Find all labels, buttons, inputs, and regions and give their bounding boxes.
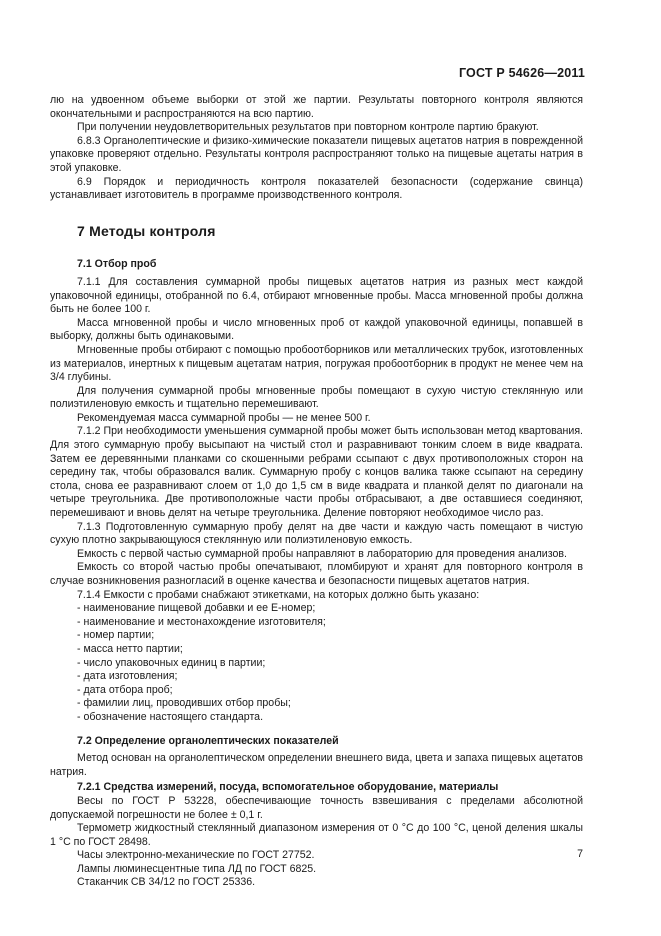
paragraph: Емкость со второй частью пробы опечатывают, пломбируют и хранят для повторного контроля в случае возникновения разногласий в оценке качества и безопасности пищевых ацетатов натрия. — [50, 561, 583, 587]
section-heading: 7 Методы контроля — [77, 222, 216, 239]
paragraph: лю на удвоенном объеме выборки от этой же партии. Результаты повторного контроля являются окончательными и распространяются на всю партию. — [50, 94, 583, 120]
list-item: - масса нетто партии; — [77, 642, 183, 655]
paragraph: 7.1.2 При необходимости уменьшения суммарной пробы может быть использован метод квартования. Для этого суммарную пробу высыпают на чистый стол и разравнивают тонким слоем в виде квадрата. Затем ее деревянными планками со скошенными ребрами ссыпают с двух противоположных сторон на середину так, чтобы образовался валик. Суммарную пробу с концов валика также ссыпают на середину стола, снова ее разравнивают слоем от 1,0 до 1,5 см в виде квадрата и планкой делят по диагонали на четыре треугольника. Две противоположные части пробы отбрасывают, а две оставшиеся соединяют, перемешивают и вновь делят на четыре треугольника. Деление повторяют необходимое число раз. — [50, 425, 583, 520]
document-header: ГОСТ Р 54626—2011 — [458, 66, 585, 80]
subsubsection-heading: 7.2.1 Средства измерений, посуда, вспомогательное оборудование, материалы — [77, 781, 499, 794]
paragraph: Часы электронно-механические по ГОСТ 27752. — [77, 849, 315, 862]
paragraph: Весы по ГОСТ Р 53228, обеспечивающие точность взвешивания с пределами абсолютной допускаемой погрешности не более ± 0,1 г. — [50, 794, 583, 821]
list-item: - дата изготовления; — [77, 670, 178, 683]
list-item: - номер партии; — [77, 629, 155, 642]
paragraph: Рекомендуемая масса суммарной пробы — не менее 500 г. — [77, 411, 371, 424]
list-item: - наименование и местонахождение изготовителя; — [77, 615, 326, 628]
paragraph: 6.8.3 Органолептические и физико-химические показатели пищевых ацетатов натрия в поврежденной упаковке проверяют отдельно. Результаты контроля распространяют только на пищевые ацетаты натрия в этой упаковке. — [50, 134, 583, 174]
list-item: - фамилии лиц, проводивших отбор пробы; — [77, 697, 291, 710]
paragraph: 7.1.4 Емкости с пробами снабжают этикетками, на которых должно быть указано: — [77, 588, 480, 601]
paragraph: При получении неудовлетворительных результатов при повторном контроле партию бракуют. — [77, 121, 539, 134]
paragraph: Мгновенные пробы отбирают с помощью пробоотборников или металлических трубок, изготовленных из материалов, инертных к пищевым ацетатам натрия, погружая пробоотборник в продукт не менее чем на 3/4 глубины. — [50, 343, 583, 384]
list-item: - число упаковочных единиц в партии; — [77, 656, 266, 669]
paragraph: Емкость с первой частью суммарной пробы направляют в лабораторию для проведения анализов. — [77, 547, 567, 560]
paragraph: 7.1.1 Для составления суммарной пробы пищевых ацетатов натрия из разных мест каждой упаковочной единицы, отобранной по 6.4, отбирают мгновенные пробы. Масса мгновенной пробы должна быть не более 100 г. — [50, 275, 583, 316]
label-requirements-list — [50, 602, 583, 724]
paragraph: Термометр жидкостный стеклянный диапазоном измерения от 0 °С до 100 °С, ценой деления шкалы 1 °С по ГОСТ 28498. — [50, 822, 583, 848]
paragraph: 7.1.3 Подготовленную суммарную пробу делят на две части и каждую часть помещают в чистую сухую плотно закрывающуюся стеклянную или полиэтиленовую емкость. — [50, 520, 583, 547]
list-item: - наименование пищевой добавки и ее Е-номер; — [77, 602, 316, 615]
subsection-heading: 7.1 Отбор проб — [77, 258, 157, 271]
paragraph: Метод основан на органолептическом определении внешнего вида, цвета и запаха пищевых ацетатов натрия. — [50, 752, 583, 778]
subsection-heading: 7.2 Определение органолептических показателей — [77, 734, 339, 747]
page-number: 7 — [577, 848, 583, 860]
list-item: - дата отбора проб; — [77, 683, 173, 696]
paragraph: Стаканчик СВ 34/12 по ГОСТ 25336. — [77, 876, 256, 889]
paragraph: Лампы люминесцентные типа ЛД по ГОСТ 6825. — [77, 862, 317, 875]
page-content — [50, 94, 583, 890]
paragraph: Масса мгновенной пробы и число мгновенных проб от каждой упаковочной единицы, попавшей в выборку, должны быть одинаковыми. — [50, 316, 583, 343]
list-item: - обозначение настоящего стандарта. — [77, 710, 264, 723]
paragraph: Для получения суммарной пробы мгновенные пробы помещают в сухую чистую стеклянную или полиэтиленовую емкость и тщательно перемешивают. — [50, 384, 583, 411]
paragraph: 6.9 Порядок и периодичность контроля показателей безопасности (содержание свинца) устанавливает изготовитель в программе производственного контроля. — [50, 175, 583, 202]
